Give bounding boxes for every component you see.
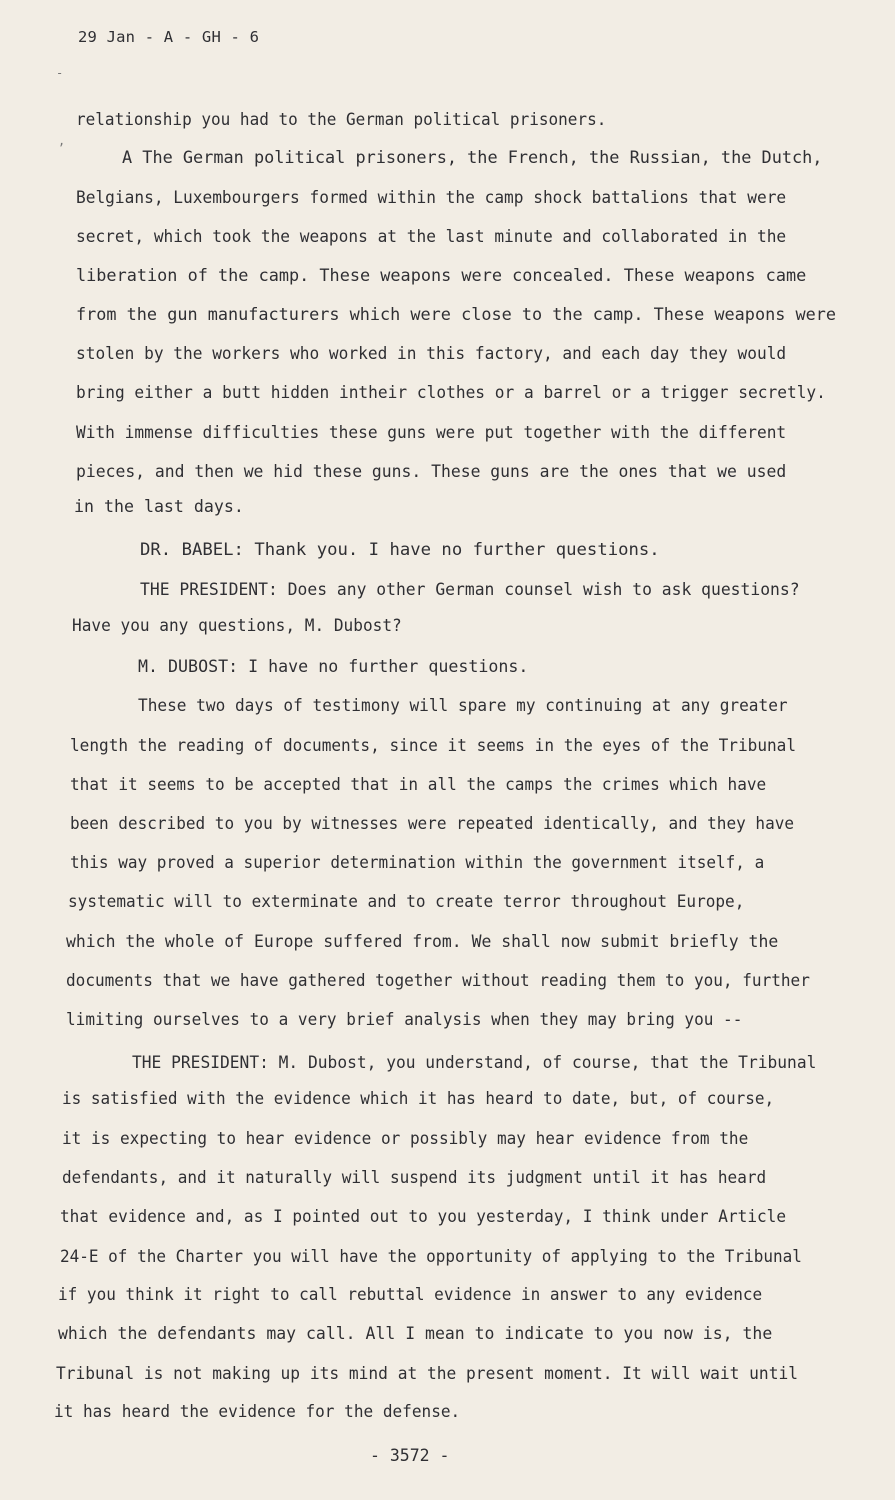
- text-line: pieces, and then we hid these guns. These guns are the ones that we used: [76, 462, 787, 481]
- text-line: A The German political prisoners, the French, the Russian, the Dutch,: [122, 148, 823, 167]
- text-line: is satisfied with the evidence which it has heard to date, but, of course,: [62, 1089, 775, 1108]
- text-line: this way proved a superior determination within the government itself, a: [70, 853, 765, 872]
- text-line: secret, which took the weapons at the last minute and collaborated in the: [76, 227, 787, 246]
- text-line: DR. BABEL: Thank you. I have no further questions.: [140, 540, 660, 559]
- page-number: - 3572 -: [370, 1446, 450, 1465]
- text-line: Have you any questions, M. Dubost?: [72, 616, 402, 635]
- text-line: 24-E of the Charter you will have the opportunity of applying to the Tribunal: [60, 1247, 802, 1266]
- text-line: been described to you by witnesses were repeated identically, and they have: [70, 814, 795, 833]
- text-line: which the whole of Europe suffered from. We shall now submit briefly the: [66, 932, 779, 951]
- text-line: in the last days.: [74, 497, 244, 516]
- text-line: it is expecting to hear evidence or possibly may hear evidence from the: [62, 1129, 749, 1148]
- text-line: These two days of testimony will spare my continuing at any greater: [138, 696, 788, 715]
- text-line: systematic will to exterminate and to create terror throughout Europe,: [68, 892, 745, 911]
- margin-mark: -: [56, 66, 64, 80]
- text-line: bring either a butt hidden intheir clothes or a barrel or a trigger secretly.: [76, 383, 826, 402]
- text-line: relationship you had to the German political prisoners.: [76, 110, 607, 129]
- text-line: M. DUBOST: I have no further questions.: [138, 657, 529, 676]
- page-header: 29 Jan - A - GH - 6: [78, 28, 260, 46]
- text-line: that evidence and, as I pointed out to you yesterday, I think under Article: [60, 1207, 787, 1226]
- text-line: THE PRESIDENT: M. Dubost, you understand, of course, that the Tribunal: [132, 1053, 817, 1072]
- text-line: With immense difficulties these guns were put together with the different: [76, 423, 787, 442]
- text-line: if you think it right to call rebuttal evidence in answer to any evidence: [58, 1285, 763, 1304]
- text-line: stolen by the workers who worked in this factory, and each day they would: [76, 344, 787, 363]
- text-line: that it seems to be accepted that in all the camps the crimes which have: [70, 775, 767, 794]
- text-line: Tribunal is not making up its mind at the present moment. It will wait until: [56, 1364, 798, 1383]
- text-line: THE PRESIDENT: Does any other German counsel wish to ask questions?: [140, 580, 800, 599]
- text-line: it has heard the evidence for the defense.: [54, 1402, 461, 1421]
- text-line: defendants, and it naturally will suspend its judgment until it has heard: [62, 1168, 767, 1187]
- margin-mark: ,: [58, 134, 66, 148]
- text-line: from the gun manufacturers which were close to the camp. These weapons were: [76, 305, 837, 324]
- text-line: liberation of the camp. These weapons were concealed. These weapons came: [76, 266, 807, 285]
- text-line: documents that we have gathered together without reading them to you, further: [66, 971, 810, 990]
- text-line: which the defendants may call. All I mean to indicate to you now is, the: [58, 1324, 773, 1343]
- text-line: limiting ourselves to a very brief analysis when they may bring you --: [66, 1010, 743, 1029]
- text-line: length the reading of documents, since it seems in the eyes of the Tribunal: [70, 736, 797, 755]
- text-line: Belgians, Luxembourgers formed within the camp shock battalions that were: [76, 188, 787, 207]
